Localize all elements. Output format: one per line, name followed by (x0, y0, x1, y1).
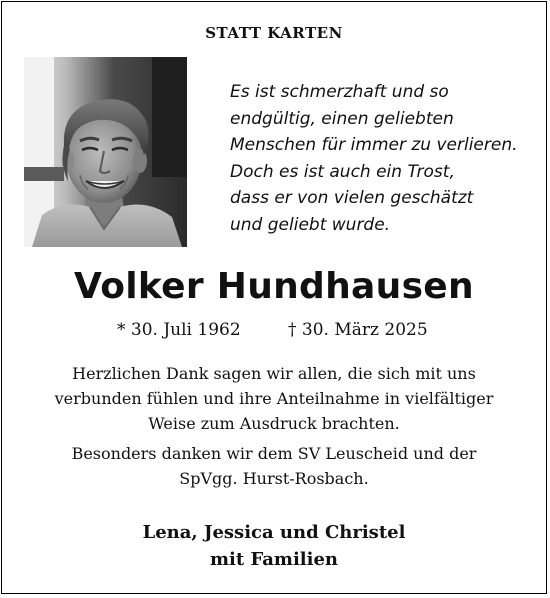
portrait-photo-icon (24, 57, 187, 247)
poem-line: Es ist schmerzhaft und so (230, 82, 449, 102)
message-line: Besonders danken wir dem SV Leuscheid und der (71, 444, 477, 463)
message-line: verbunden fühlen und ihre Anteilnahme in vielfältiger (54, 389, 494, 408)
memorial-poem (230, 79, 550, 238)
poem-line: endgültig, einen geliebten (230, 108, 454, 129)
life-dates (2, 320, 546, 344)
message-line: Herzlichen Dank sagen wir allen, die sich mit uns (72, 364, 476, 383)
poem-line: Doch es ist auch ein Trost, (230, 161, 455, 182)
poem-line: Menschen für immer zu verlieren. (230, 135, 518, 155)
birth-date: * 30. Juli 1962 (117, 320, 241, 340)
signature-line: Lena, Jessica und Christel (142, 522, 406, 543)
portrait-photo (24, 57, 187, 247)
obituary-card (1, 1, 547, 594)
poem-line: dass er von vielen geschätzt (230, 188, 474, 208)
family-signature (2, 519, 546, 573)
thank-you-message (2, 361, 546, 491)
message-line: SpVgg. Hurst-Rosbach. (179, 469, 369, 488)
poem-line: und geliebt wurde. (230, 214, 391, 235)
header-label: STATT KARTEN (205, 24, 343, 42)
message-line: Weise zum Ausdruck brachten. (148, 414, 400, 433)
deceased-name: Volker Hundhausen (74, 266, 474, 307)
death-date: † 30. März 2025 (288, 320, 428, 340)
signature-line: mit Familien (209, 549, 339, 570)
